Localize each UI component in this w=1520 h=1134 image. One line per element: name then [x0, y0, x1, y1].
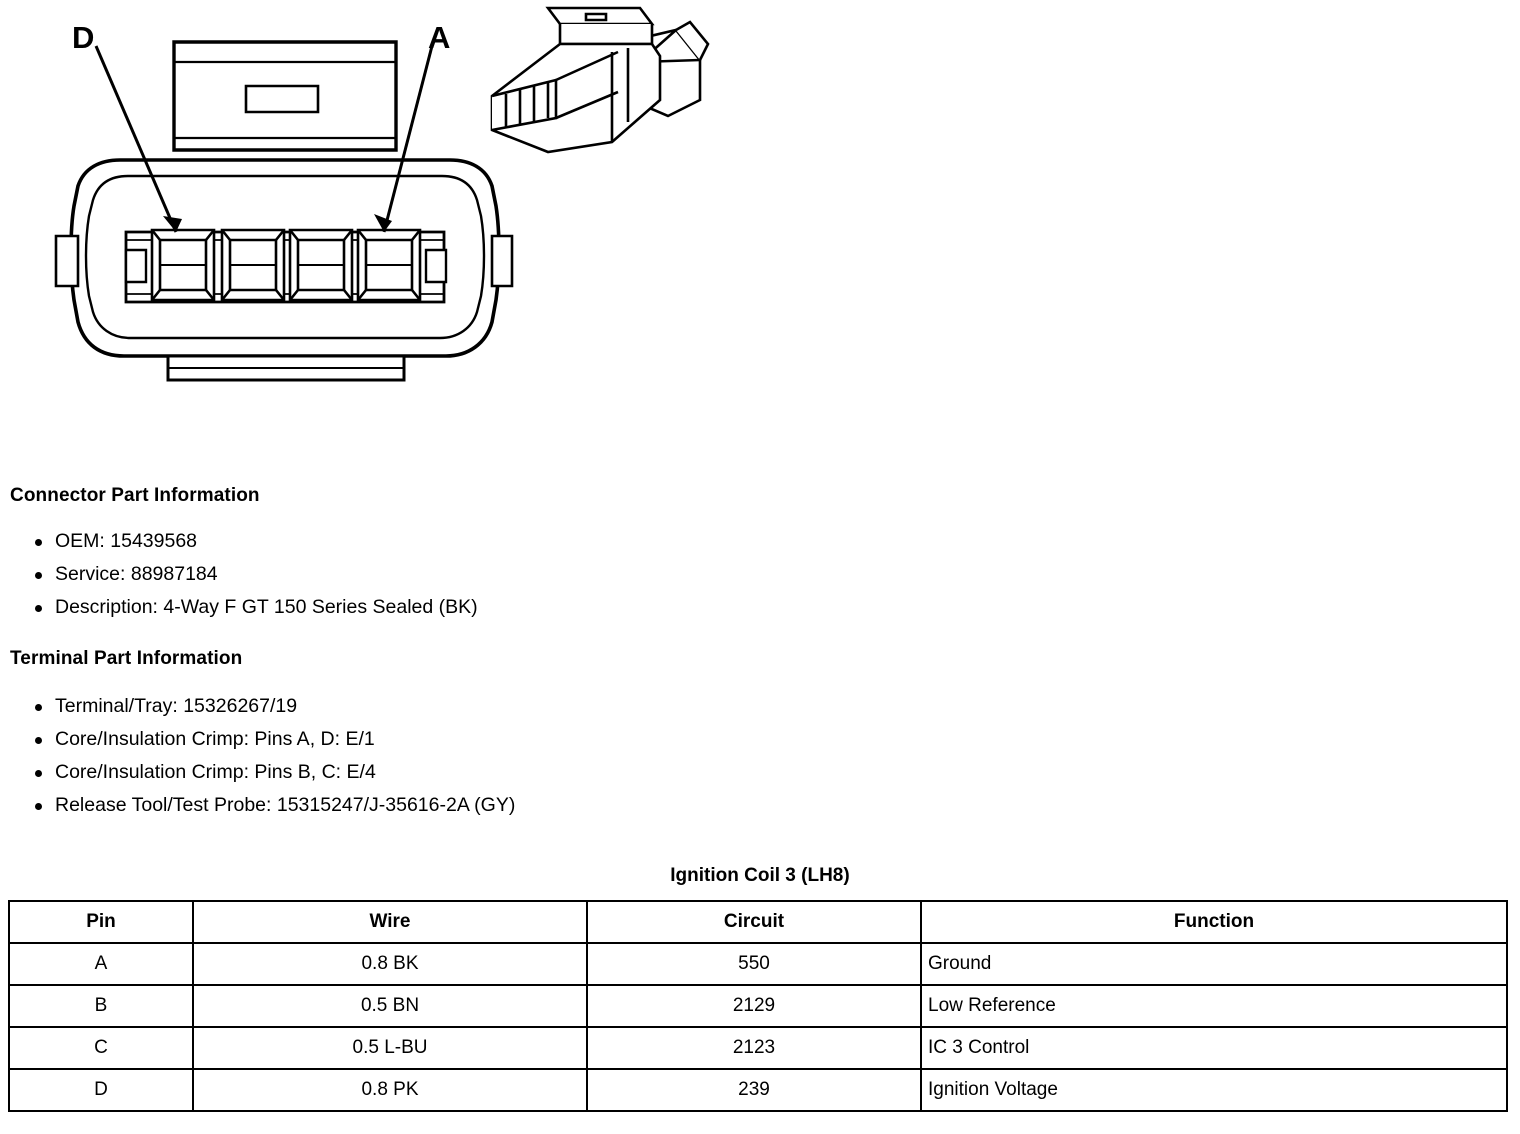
cell-pin: A [9, 943, 193, 985]
cell-pin: C [9, 1027, 193, 1069]
table-row [9, 985, 1507, 1027]
cell-pin: B [9, 985, 193, 1027]
column-header-pin: Pin [9, 901, 193, 943]
table-row [9, 1069, 1507, 1111]
cell-circuit: 2129 [587, 985, 921, 1027]
connector-drawing [0, 0, 760, 470]
cell-wire: 0.8 PK [193, 1069, 587, 1111]
pin-label-a: A [428, 20, 451, 55]
connector-part-information-heading: Connector Part Information [10, 485, 260, 506]
cell-function: Ignition Voltage [921, 1069, 1507, 1111]
list-item: Core/Insulation Crimp: Pins B, C: E/4 [25, 756, 515, 789]
cell-wire: 0.5 BN [193, 985, 587, 1027]
column-header-circuit: Circuit [587, 901, 921, 943]
cell-function: Low Reference [921, 985, 1507, 1027]
connector-part-information-list [25, 525, 478, 624]
cell-wire: 0.8 BK [193, 943, 587, 985]
column-header-wire: Wire [193, 901, 587, 943]
connector-diagram [0, 0, 760, 470]
list-item: Release Tool/Test Probe: 15315247/J-35616-2A (GY) [25, 789, 515, 822]
pin-table-title: Ignition Coil 3 (LH8) [670, 865, 850, 886]
connector-3d-inset [492, 8, 708, 152]
column-header-function: Function [921, 901, 1507, 943]
cell-function: IC 3 Control [921, 1027, 1507, 1069]
terminal-part-information-list [25, 690, 515, 822]
cell-function: Ground [921, 943, 1507, 985]
pin-table [8, 900, 1508, 1112]
table-row [9, 1027, 1507, 1069]
cell-circuit: 2123 [587, 1027, 921, 1069]
list-item: Service: 88987184 [25, 558, 478, 591]
list-item: Terminal/Tray: 15326267/19 [25, 690, 515, 723]
terminal-part-information-heading: Terminal Part Information [10, 648, 243, 669]
cell-circuit: 239 [587, 1069, 921, 1111]
cell-wire: 0.5 L-BU [193, 1027, 587, 1069]
list-item: Description: 4-Way F GT 150 Series Sealed (BK) [25, 591, 478, 624]
table-row [9, 943, 1507, 985]
table-header-row [9, 901, 1507, 943]
pin-label-d: D [72, 20, 95, 55]
list-item: OEM: 15439568 [25, 525, 478, 558]
cell-circuit: 550 [587, 943, 921, 985]
cell-pin: D [9, 1069, 193, 1111]
list-item: Core/Insulation Crimp: Pins A, D: E/1 [25, 723, 515, 756]
